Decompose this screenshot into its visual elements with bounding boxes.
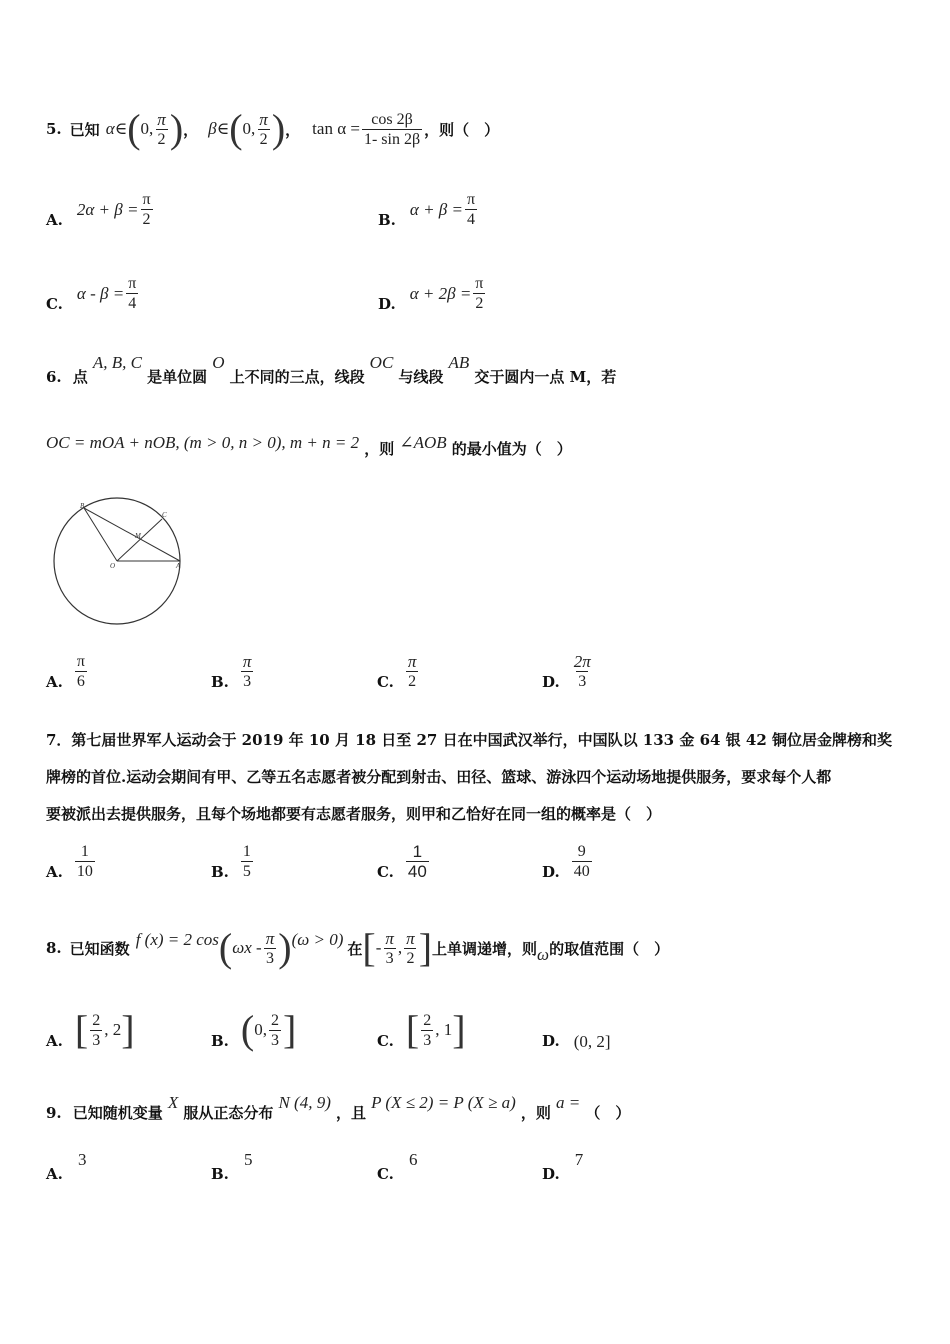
q5-beta-in: β∈ xyxy=(208,119,230,138)
option-lhs: 2α + β = xyxy=(76,199,139,219)
q7-option-a[interactable] xyxy=(46,842,97,881)
q7-option-c[interactable] xyxy=(377,842,431,881)
q8-func: f (x) = 2 cos xyxy=(135,930,219,949)
q9-text: ，则 xyxy=(520,1104,551,1122)
q5-paren-close-2: ) xyxy=(271,106,286,151)
option-value: 5 xyxy=(244,1150,253,1169)
option-open: [ xyxy=(405,1007,420,1052)
option-open: [ xyxy=(74,1007,89,1052)
option-frac: $\frac{2}{3}$ xyxy=(92,1011,101,1049)
q5-option-b[interactable] xyxy=(378,190,479,229)
q6-text: 是单位圆 xyxy=(147,368,208,386)
option-frac: $\frac{1}{40}$ xyxy=(407,842,427,881)
q7-stem xyxy=(46,722,892,833)
q5-tan-lhs: tan α = xyxy=(312,119,360,138)
q8-frac-pi-2: $\frac{\pi}{2}$ xyxy=(406,928,415,967)
q9-option-b[interactable] xyxy=(211,1150,253,1183)
option-close: ] xyxy=(282,1007,297,1052)
q6-number: 6. xyxy=(46,368,62,386)
q9-text: （ ） xyxy=(585,1104,631,1122)
q8-number: 8. xyxy=(46,939,62,957)
option-label: D. xyxy=(542,862,560,881)
option-close: ] xyxy=(121,1007,135,1052)
option-label: D. xyxy=(542,1165,560,1183)
segment-ob xyxy=(84,508,117,561)
option-label: B. xyxy=(211,862,229,881)
q8-stem xyxy=(46,922,669,974)
q8-omega: ω xyxy=(537,945,550,964)
option-label: A. xyxy=(46,862,63,881)
option-pre: 0, xyxy=(254,1020,267,1039)
q8-frac-neg-pi-3: $\frac{\pi}{3}$ xyxy=(385,928,394,967)
option-label: C. xyxy=(377,1165,394,1183)
q9-x: X xyxy=(167,1093,179,1112)
option-value: 6 xyxy=(409,1150,418,1169)
q9-a: a = xyxy=(556,1093,581,1112)
option-frac: $\frac{1}{5}$ xyxy=(242,843,251,880)
option-text: (0, 2] xyxy=(573,1032,611,1051)
option-frac: $\frac{\pi}{4}$ xyxy=(467,191,476,228)
q5-option-d[interactable] xyxy=(378,274,487,313)
option-rest: , 2 xyxy=(104,1020,122,1039)
q8-omega-x: ωx - xyxy=(232,938,262,957)
q7-line1: 7．第七届世界军人运动会于 2019 年 10 月 18 日至 27 日在中国武汉举行，中国队以 133 金 64 银 42 铜位居金牌榜和奖 xyxy=(46,731,892,749)
option-label: A. xyxy=(46,672,63,691)
q5-zero: 0, xyxy=(140,119,154,138)
option-label: B. xyxy=(211,672,229,691)
option-frac: $\frac{\pi}{6}$ xyxy=(76,653,85,690)
option-label: C. xyxy=(377,1032,394,1050)
q8-paren-open: ( xyxy=(218,925,233,970)
q5-paren-close: ) xyxy=(169,106,184,151)
q8-option-d[interactable] xyxy=(542,1004,611,1056)
option-label: C. xyxy=(377,672,394,691)
q6-o: O xyxy=(212,353,225,372)
q8-option-b[interactable] xyxy=(211,1004,296,1056)
q8-option-a[interactable] xyxy=(46,1004,135,1056)
option-label: A. xyxy=(46,210,63,229)
q5-tail: ，则（ ） xyxy=(424,120,500,139)
option-label: D. xyxy=(542,1032,560,1050)
label-c: C xyxy=(162,511,167,519)
option-label: A. xyxy=(46,1032,63,1050)
q5-frac-pi-2b: $\frac{\pi}{2}$ xyxy=(259,109,268,148)
q9-option-d[interactable] xyxy=(542,1150,584,1183)
option-frac: $\frac{2\pi}{3}$ xyxy=(573,652,591,690)
option-label: D. xyxy=(542,672,560,691)
segment-oc xyxy=(117,519,162,561)
option-frac: $\frac{\pi}{2}$ xyxy=(142,191,151,228)
q6-points: A, B, C xyxy=(92,353,142,372)
q8-bracket-close: ] xyxy=(418,925,433,970)
q6-option-b[interactable] xyxy=(211,652,255,691)
q6-text: 上不同的三点，线段 xyxy=(229,368,365,386)
q6-ab: AB xyxy=(448,353,470,372)
q5-frac-pi-2: $\frac{\pi}{2}$ xyxy=(157,109,166,148)
q6-cond: OC = mOA + nOB, (m > 0, n > 0), m + n = 2 xyxy=(46,433,360,452)
option-label: B. xyxy=(378,210,396,229)
option-frac: $\frac{9}{40}$ xyxy=(573,843,590,880)
label-b: B xyxy=(80,502,85,510)
q6-text: 与线段 xyxy=(398,368,444,386)
q6-unit-circle-figure xyxy=(46,488,216,628)
option-frac: $\frac{\pi}{4}$ xyxy=(128,275,137,312)
label-m: M xyxy=(135,532,141,540)
option-label: B. xyxy=(211,1032,229,1050)
q5-paren-open-2: ( xyxy=(229,106,243,151)
option-lhs: α - β = xyxy=(76,283,125,303)
q8-cond: (ω > 0) xyxy=(291,930,344,949)
option-value: 7 xyxy=(574,1150,584,1169)
q6-oc: OC xyxy=(369,353,394,372)
q5-comma-2: ， xyxy=(285,120,301,139)
q7-option-d[interactable] xyxy=(542,842,594,881)
q8-bracket-open: [ xyxy=(362,925,376,970)
q8-text: 已知函数 xyxy=(69,939,130,958)
q5-comma: ， xyxy=(183,120,199,139)
option-frac: $\frac{2}{3}$ xyxy=(270,1011,279,1049)
q9-option-c[interactable] xyxy=(377,1150,418,1183)
option-frac: $\frac{2}{3}$ xyxy=(423,1011,432,1049)
q8-frac: $\frac{\pi}{3}$ xyxy=(265,928,275,967)
option-label: D. xyxy=(378,294,396,313)
q5-number: 5. xyxy=(46,120,62,138)
option-lhs: α + β = xyxy=(409,199,463,219)
q9-stem xyxy=(46,1092,630,1128)
option-frac: $\frac{\pi}{2}$ xyxy=(407,652,417,690)
q6-text: 交于圆内一点 M，若 xyxy=(474,368,617,386)
option-label: B. xyxy=(211,1165,229,1183)
q7-line2: 牌榜的首位.运动会期间有甲、乙等五名志愿者被分配到射击、田径、篮球、游泳四个运动场地提供服务，要求每个人都 xyxy=(46,768,832,786)
q5-option-a[interactable] xyxy=(46,190,155,229)
option-frac: $\frac{1}{10}$ xyxy=(76,843,93,880)
q7-line3: 要被派出去提供服务，且每个场地都要有志愿者服务，则甲和乙恰好在同一组的概率是（ ） xyxy=(46,805,662,823)
q5-alpha-in: α∈ xyxy=(105,119,128,138)
q6-text: 的最小值为（ ） xyxy=(451,440,572,458)
option-close: ] xyxy=(452,1007,466,1052)
q6-text: ，则 xyxy=(364,440,395,458)
q9-number: 9. xyxy=(46,1104,62,1122)
q8-comma: , xyxy=(397,938,403,957)
q8-paren-close: ) xyxy=(278,925,292,970)
label-a: A xyxy=(176,562,181,570)
q9-text: 服从正态分布 xyxy=(183,1104,274,1122)
q6-option-a[interactable] xyxy=(46,652,89,691)
q9-text: ，且 xyxy=(335,1104,366,1122)
q8-text: 上单调递增，则 xyxy=(432,939,538,958)
q8-text: 在 xyxy=(347,939,363,958)
q6-angle: ∠AOB xyxy=(399,433,447,452)
q5-paren-open: ( xyxy=(127,106,141,151)
q5-text: 已知 xyxy=(69,120,100,139)
option-open: ( xyxy=(240,1007,255,1052)
q5-option-c[interactable] xyxy=(46,274,140,313)
option-lhs: α + 2β = xyxy=(409,283,472,303)
q8-neg: - xyxy=(375,938,382,957)
q6-stem xyxy=(46,352,616,388)
q5-stem xyxy=(46,106,499,152)
q5-tan-frac: $\frac{\cos 2\beta}{1- \sin 2\beta}$ xyxy=(363,110,421,148)
q9-prob: P (X ≤ 2) = P (X ≥ a) xyxy=(371,1093,516,1112)
q5-zero-2: 0, xyxy=(242,119,256,138)
label-o: O xyxy=(110,562,116,570)
option-frac: $\frac{\pi}{2}$ xyxy=(475,275,484,312)
q7-option-b[interactable] xyxy=(211,842,255,881)
q9-option-a[interactable] xyxy=(46,1150,87,1183)
q6-text: 点 xyxy=(72,368,88,386)
option-label: A. xyxy=(46,1165,63,1183)
q9-normal: N (4, 9) xyxy=(278,1093,331,1112)
q9-text: 已知随机变量 xyxy=(72,1104,163,1122)
option-frac: $\frac{\pi}{3}$ xyxy=(242,652,252,690)
q8-option-c[interactable] xyxy=(377,1004,466,1056)
option-rest: , 1 xyxy=(435,1020,453,1039)
option-value: 3 xyxy=(77,1150,87,1169)
option-label: C. xyxy=(46,294,63,313)
option-label: C. xyxy=(377,862,394,881)
q6-option-d[interactable] xyxy=(542,652,595,691)
q8-text: 的取值范围（ ） xyxy=(549,939,670,958)
q6-option-c[interactable] xyxy=(377,652,420,691)
q6-condition xyxy=(46,432,572,468)
